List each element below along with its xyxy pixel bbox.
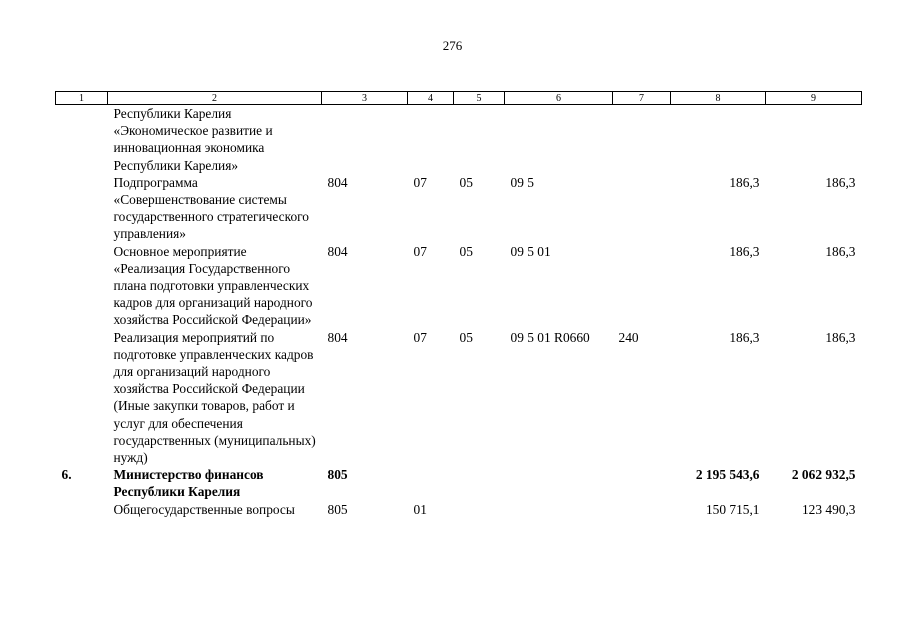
- amount-year-1: 150 715,1: [705, 501, 760, 517]
- row-index: [56, 105, 108, 174]
- section-code: [408, 466, 454, 500]
- admin-code: 804: [327, 243, 348, 259]
- amount-year-1: 186,3: [729, 329, 760, 345]
- subsection-code: 05: [459, 329, 473, 345]
- target-article-code: [505, 501, 613, 518]
- expense-type-code: [613, 243, 671, 329]
- row-index: 6.: [61, 467, 72, 483]
- amount-year-2: 123 490,3: [801, 501, 856, 517]
- expense-type-code: [613, 466, 671, 500]
- section-code: 07: [413, 329, 427, 345]
- amount-year-1: [671, 105, 766, 174]
- expense-type-code: 240: [618, 329, 639, 345]
- amount-year-2: 186,3: [825, 329, 856, 345]
- amount-year-2: 186,3: [825, 243, 856, 259]
- amount-year-1: 186,3: [729, 243, 760, 259]
- table-row: [56, 466, 862, 500]
- column-header: 6: [505, 92, 613, 105]
- subsection-code: [454, 105, 505, 174]
- column-header: 3: [322, 92, 408, 105]
- target-article-code: 09 5 01 R0660: [510, 329, 590, 345]
- target-article-code: [505, 105, 613, 174]
- column-header: 2: [108, 92, 322, 105]
- row-name: Общегосударственные вопросы: [113, 501, 295, 517]
- column-header: 4: [408, 92, 454, 105]
- column-header: 8: [671, 92, 766, 105]
- row-index: [56, 174, 108, 243]
- admin-code: 804: [327, 174, 348, 190]
- column-header: 1: [56, 92, 108, 105]
- expense-type-code: [613, 501, 671, 518]
- table-row: [56, 105, 862, 174]
- table-row: [56, 243, 862, 329]
- target-article-code: 09 5 01: [510, 243, 551, 259]
- budget-table: [55, 91, 862, 518]
- section-code: [408, 105, 454, 174]
- admin-code: 804: [327, 329, 348, 345]
- amount-year-1: 186,3: [729, 174, 760, 190]
- section-code: 01: [413, 501, 427, 517]
- target-article-code: 09 5: [510, 174, 534, 190]
- admin-code: 805: [327, 501, 348, 517]
- subsection-code: [454, 501, 505, 518]
- column-header: 7: [613, 92, 671, 105]
- subsection-code: 05: [459, 243, 473, 259]
- expense-type-code: [613, 105, 671, 174]
- target-article-code: [505, 466, 613, 500]
- subsection-code: [454, 466, 505, 500]
- subsection-code: 05: [459, 174, 473, 190]
- amount-year-2: 2 062 932,5: [791, 467, 856, 483]
- amount-year-2: [766, 105, 862, 174]
- table-row: [56, 174, 862, 243]
- admin-code: [322, 105, 408, 174]
- row-name: Основное мероприятие «Реализация Государственного плана подготовки управленческих кадров для организаций народного хозяйства Российской Федерации»: [113, 243, 313, 328]
- table-row: [56, 501, 862, 518]
- row-name: Министерство финансов Республики Карелия: [113, 467, 264, 500]
- row-index: [56, 243, 108, 329]
- section-code: 07: [413, 243, 427, 259]
- amount-year-1: 2 195 543,6: [695, 467, 760, 483]
- row-index: [56, 501, 108, 518]
- row-name: Подпрограмма «Совершенствование системы государственного стратегического управления»: [113, 174, 310, 242]
- section-code: 07: [413, 174, 427, 190]
- column-header: 5: [454, 92, 505, 105]
- page-number: 276: [442, 38, 463, 53]
- admin-code: 805: [327, 467, 348, 483]
- column-number-header: [56, 92, 862, 105]
- amount-year-2: 186,3: [825, 174, 856, 190]
- expense-type-code: [613, 174, 671, 243]
- row-name: Республики Карелия «Экономическое развитие и инновационная экономика Республики Карелия»: [113, 106, 273, 173]
- column-header: 9: [766, 92, 862, 105]
- table-row: [56, 329, 862, 467]
- row-name: Реализация мероприятий по подготовке управленческих кадров для организаций народного хозяйства Российской Федерации (Иные закупки товаров, работ и услуг для обеспечения государственных (муниципальных) нужд): [113, 329, 316, 466]
- row-index: [56, 329, 108, 467]
